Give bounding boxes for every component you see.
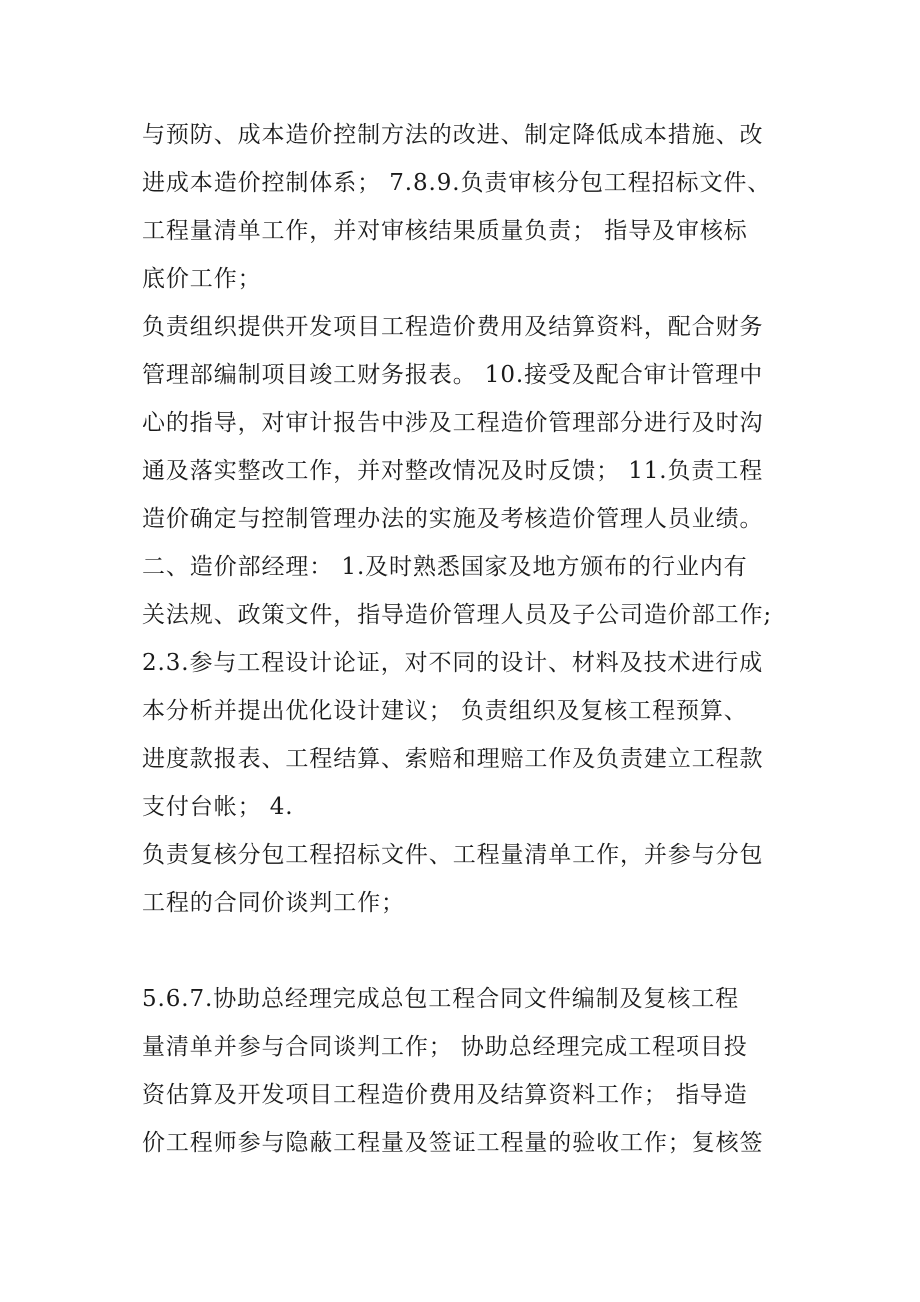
text-line: 负责复核分包工程招标文件、工程量清单工作，并参与分包: [142, 842, 764, 868]
text-line: 底价工作；: [142, 266, 262, 292]
text-line: 5.6.7.协助总经理完成总包工程合同文件编制及复核工程: [142, 986, 740, 1012]
text-line: 管理部编制项目竣工财务报表。 10.接受及配合审计管理中: [142, 362, 764, 388]
text-line: 与预防、成本造价控制方法的改进、制定降低成本措施、改: [142, 122, 764, 148]
text-line: 进度款报表、工程结算、索赔和理赔工作及负责建立工程款: [142, 746, 764, 772]
text-line: 量清单并参与合同谈判工作； 协助总经理完成工程项目投: [142, 1034, 748, 1060]
text-line: 工程的合同价谈判工作；: [142, 890, 405, 916]
text-line: 关法规、政策文件，指导造价管理人员及子公司造价部工作;: [142, 602, 773, 628]
text-line: 本分析并提出优化设计建议； 负责组织及复核工程预算、: [142, 698, 748, 724]
text-line: 2.3.参与工程设计论证，对不同的设计、材料及技术进行成: [142, 650, 764, 676]
text-line: 资估算及开发项目工程造价费用及结算资料工作； 指导造: [142, 1082, 748, 1108]
text-line: 进成本造价控制体系； 7.8.9.负责审核分包工程招标文件、: [142, 170, 772, 196]
text-line: 支付台帐； 4.: [142, 794, 294, 820]
text-line: 负责组织提供开发项目工程造价费用及结算资料，配合财务: [142, 314, 764, 340]
text-line: 工程量清单工作，并对审核结果质量负责； 指导及审核标: [142, 218, 748, 244]
text-line: 心的指导，对审计报告中涉及工程造价管理部分进行及时沟: [142, 410, 764, 436]
text-line: 造价确定与控制管理办法的实施及考核造价管理人员业绩。: [142, 506, 764, 532]
text-line: 通及落实整改工作，并对整改情况及时反馈； 11.负责工程: [142, 458, 764, 484]
text-line: 价工程师参与隐蔽工程量及签证工程量的验收工作；复核签: [142, 1130, 764, 1156]
text-line: 二、造价部经理： 1.及时熟悉国家及地方颁布的行业内有: [142, 554, 748, 580]
